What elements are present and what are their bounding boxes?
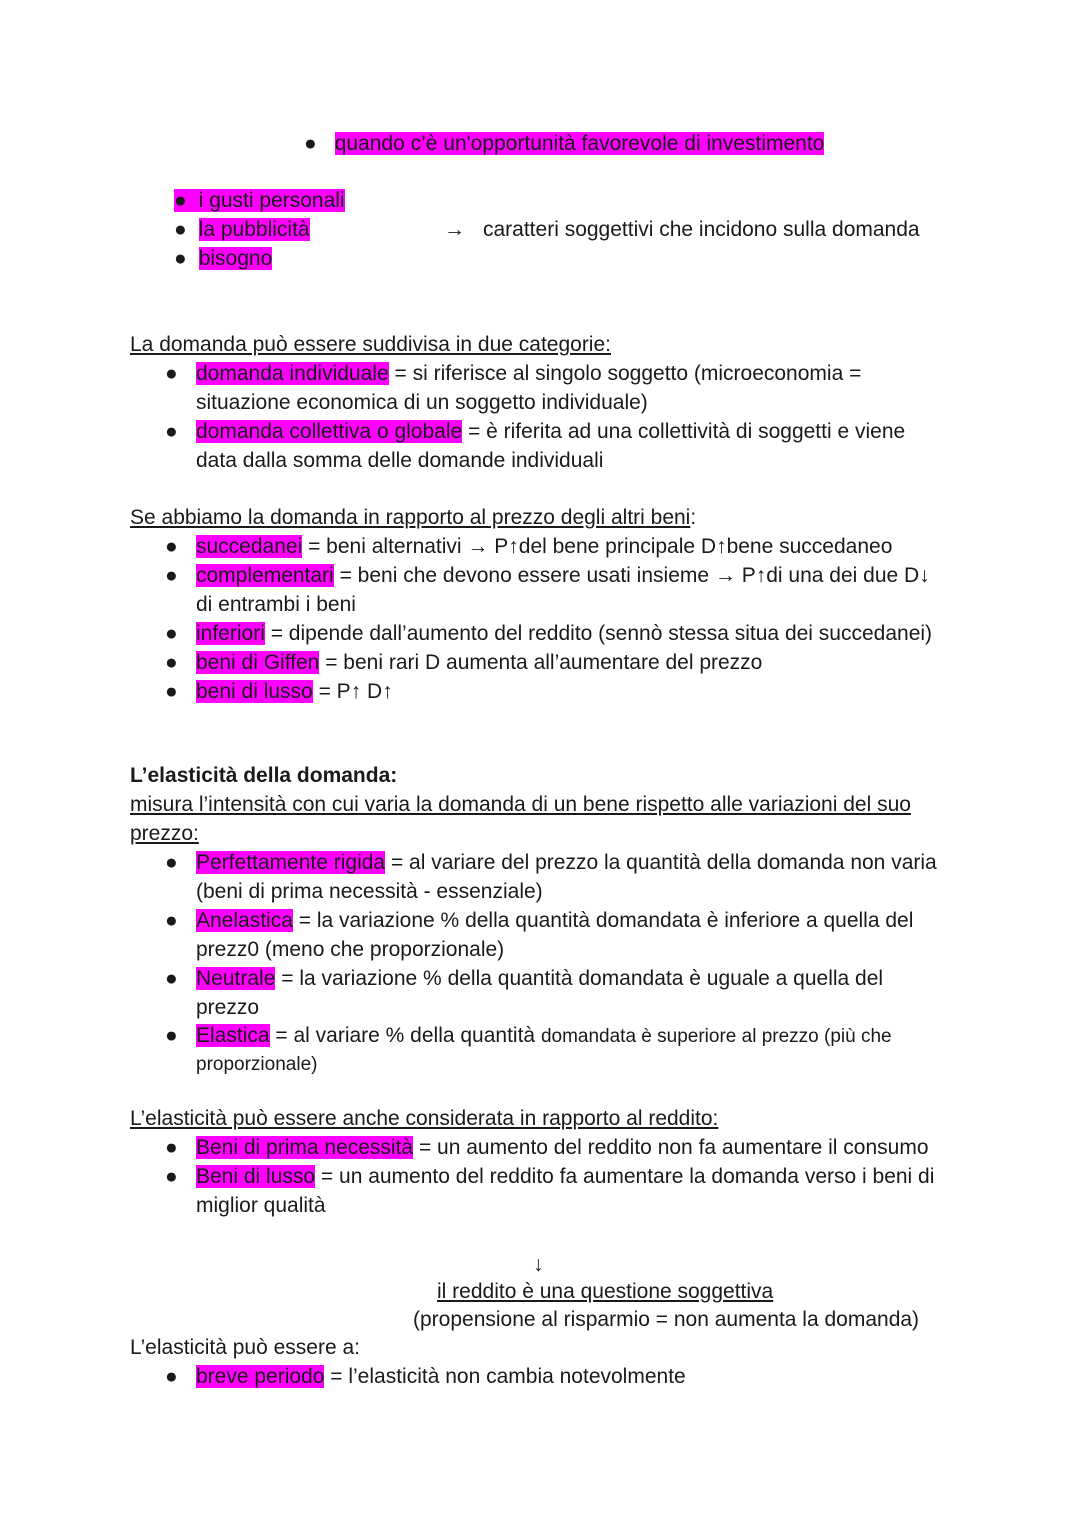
highlighted-text: quando c’è un'opportunità favorevole di investimento — [334, 132, 825, 155]
section-heading: L’elasticità può essere a: — [130, 1336, 360, 1359]
section-income — [130, 1104, 945, 1220]
list-item — [130, 619, 945, 648]
definition: = un aumento del reddito non fa aumentare il consumo — [413, 1136, 929, 1159]
bullet: ● — [165, 680, 178, 703]
definition: = è riferita ad una collettività di soggetti e viene data dalla somma delle domande individuali — [196, 420, 906, 472]
highlighted-text: ● i gusti personali — [174, 189, 345, 212]
section-subtitle: misura l’intensità con cui varia la domanda di un bene rispetto alle variazioni del suo prezzo: — [130, 793, 911, 845]
list-item — [130, 532, 945, 561]
definition: = al variare del prezzo la quantità della domanda non varia (beni di prima necessità - essenziale) — [196, 851, 937, 903]
term: beni di Giffen — [196, 651, 320, 674]
section-heading: La domanda può essere suddivisa in due categorie: — [130, 333, 611, 356]
definition: = beni rari D aumenta all’aumentare del prezzo — [319, 651, 763, 674]
bullet: ● — [174, 218, 187, 241]
term: Perfettamente rigida — [196, 851, 386, 874]
term: Beni di prima necessità — [196, 1136, 414, 1159]
definition: = si riferisce al singolo soggetto (microeconomia = situazione economica di un soggetto individuale) — [196, 362, 862, 414]
list-item — [130, 848, 945, 906]
bullet: ● — [165, 1165, 178, 1188]
subjective-note: caratteri soggettivi che incidono sulla domanda — [483, 218, 920, 241]
section-heading: Se abbiamo la domanda in rapporto al prezzo degli altri beni: — [130, 506, 697, 529]
term: domanda collettiva o globale — [196, 420, 463, 443]
bullet: ● — [174, 247, 187, 270]
term: domanda individuale — [196, 362, 389, 385]
down-arrow-icon: ↓ — [533, 1253, 544, 1276]
definition: = beni che devono essere usati insieme → P↑di una dei due D↓ di entrambi i beni — [196, 564, 930, 616]
bullet: ● — [165, 1024, 178, 1047]
section-title: L’elasticità della domanda: — [130, 764, 398, 787]
term: Beni di lusso — [196, 1165, 316, 1188]
definition: = un aumento del reddito fa aumentare la domanda verso i beni di miglior qualità — [196, 1165, 935, 1217]
bullet: ● — [165, 651, 178, 674]
list-item — [130, 417, 945, 475]
list-item — [130, 677, 945, 706]
list-item — [130, 648, 945, 677]
list-item — [130, 906, 945, 964]
term: Anelastica — [196, 909, 293, 932]
term: Elastica — [196, 1024, 270, 1047]
list-item — [130, 561, 945, 619]
definition: = la variazione % della quantità domandata è uguale a quella del prezzo — [196, 967, 884, 1019]
bullet: ● — [165, 967, 178, 990]
definition: = la variazione % della quantità domandata è inferiore a quella del prezz0 (meno che proporzionale) — [196, 909, 914, 961]
term: inferiori — [196, 622, 265, 645]
term: succedanei — [196, 535, 303, 558]
list-item — [130, 964, 945, 1022]
section-other-goods — [130, 503, 945, 706]
term: Neutrale — [196, 967, 276, 990]
term: complementari — [196, 564, 334, 587]
bullet: ● — [165, 909, 178, 932]
subjective-item — [174, 186, 345, 215]
highlighted-text: la pubblicità — [198, 218, 310, 241]
bullet: ● — [165, 535, 178, 558]
section-heading: L’elasticità può essere anche considerata in rapporto al reddito: — [130, 1107, 719, 1130]
definition-small: domandata è superiore al prezzo (più che proporzionale) — [196, 1026, 892, 1075]
definition: = l’elasticità non cambia notevolmente — [324, 1365, 686, 1388]
section-categories — [130, 330, 945, 475]
conclusion: il reddito è una questione soggettiva — [437, 1280, 774, 1303]
bullet: ● — [165, 1365, 178, 1388]
section-elasticity — [130, 761, 945, 1078]
arrow-icon: → — [444, 218, 465, 241]
top-bullet-item — [304, 129, 824, 158]
bullet: ● — [165, 622, 178, 645]
section-period — [130, 1333, 945, 1391]
list-item — [130, 1162, 945, 1220]
list-item — [130, 1133, 945, 1162]
term: beni di lusso — [196, 680, 313, 703]
list-item — [130, 1362, 945, 1391]
list-item — [130, 359, 945, 417]
definition: = P↑ D↑ — [312, 680, 393, 703]
bullet: ● — [165, 564, 178, 587]
bullet: ● — [165, 1136, 178, 1159]
definition: = dipende dall’aumento del reddito (sennò stessa situa dei succedanei) — [264, 622, 933, 645]
list-item — [130, 1022, 945, 1078]
highlighted-text: bisogno — [198, 247, 273, 270]
subjective-item — [174, 244, 272, 273]
bullet: ● — [165, 851, 178, 874]
bullet: ● — [174, 189, 187, 212]
bullet: ● — [165, 362, 178, 385]
conclusion-note: (propensione al risparmio = non aumenta la domanda) — [413, 1308, 920, 1331]
definition: = al variare % della quantità — [269, 1024, 541, 1047]
definition: = beni alternativi → P↑del bene principale D↑bene succedaneo — [302, 535, 893, 558]
bullet: ● — [304, 132, 317, 155]
bullet: ● — [165, 420, 178, 443]
subjective-item — [174, 215, 310, 244]
term: breve periodo — [196, 1365, 325, 1388]
